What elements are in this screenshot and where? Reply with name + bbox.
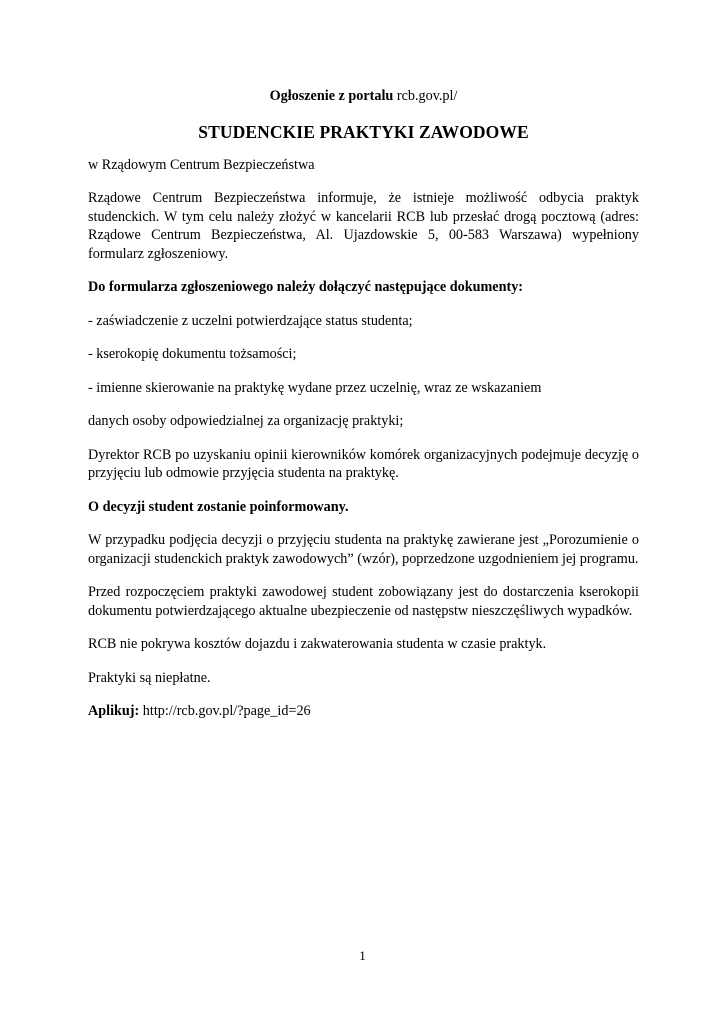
document-body (88, 87, 639, 736)
apply-link[interactable]: http://rcb.gov.pl/?page_id=26 (142, 703, 311, 719)
document-item: - zaświadczenie z uczelni potwierdzające status studenta; (88, 312, 413, 329)
page-title: STUDENCKIE PRAKTYKI ZAWODOWE (198, 121, 529, 142)
source-header (88, 87, 639, 106)
source-url: rcb.gov.pl/ (396, 88, 458, 104)
decision-paragraph: Dyrektor RCB po uzyskaniu opinii kierowników komórek organizacyjnych podejmuje decyzję o przyjęciu lub odmowie przyjęcia studenta na praktykę. (88, 446, 639, 481)
subtitle: w Rządowym Centrum Bezpieczeństwa (88, 156, 315, 173)
document-item: danych osoby odpowiedzialnej za organizację praktyki; (88, 413, 404, 429)
insurance-paragraph: Przed rozpoczęciem praktyki zawodowej student zobowiązany jest do dostarczenia kserokopii dokumentu potwierdzającego aktualne ubezpieczenie od następstw nieszczęśliwych wypadków. (88, 584, 639, 619)
notification-paragraph: O decyzji student zostanie poinformowany. (88, 498, 349, 515)
document-item: - imienne skierowanie na praktykę wydane przez uczelnię, wraz ze wskazaniem (88, 379, 542, 396)
page-number: 1 (359, 948, 366, 963)
costs-paragraph: RCB nie pokrywa kosztów dojazdu i zakwaterowania studenta w czasie praktyk. (88, 636, 547, 652)
agreement-paragraph: W przypadku podjęcia decyzji o przyjęciu studenta na praktykę zawierane jest „Porozumienie o organizacji studenckich praktyk zawodowych” (wzór), poprzedzone uzgodnieniem jej programu. (88, 532, 639, 567)
intro-paragraph: Rządowe Centrum Bezpieczeństwa informuje, że istnieje możliwość odbycia praktyk studenckich. W tym celu należy złożyć w kancelarii RCB lub przesłać drogą pocztową (adres: Rządowe Centrum Bezpieczeństwa, Al. Ujazdowskie 5, 00-583 Warszawa) wypełniony formularz zgłoszeniowy. (88, 190, 639, 262)
source-label: Ogłoszenie z portalu (269, 88, 394, 104)
documents-heading: Do formularza zgłoszeniowego należy dołączyć następujące dokumenty: (88, 279, 524, 295)
unpaid-paragraph: Praktyki są niepłatne. (88, 669, 211, 686)
document-item: - kserokopię dokumentu tożsamości; (88, 346, 297, 362)
apply-line (88, 702, 639, 721)
apply-label: Aplikuj: (88, 703, 140, 719)
